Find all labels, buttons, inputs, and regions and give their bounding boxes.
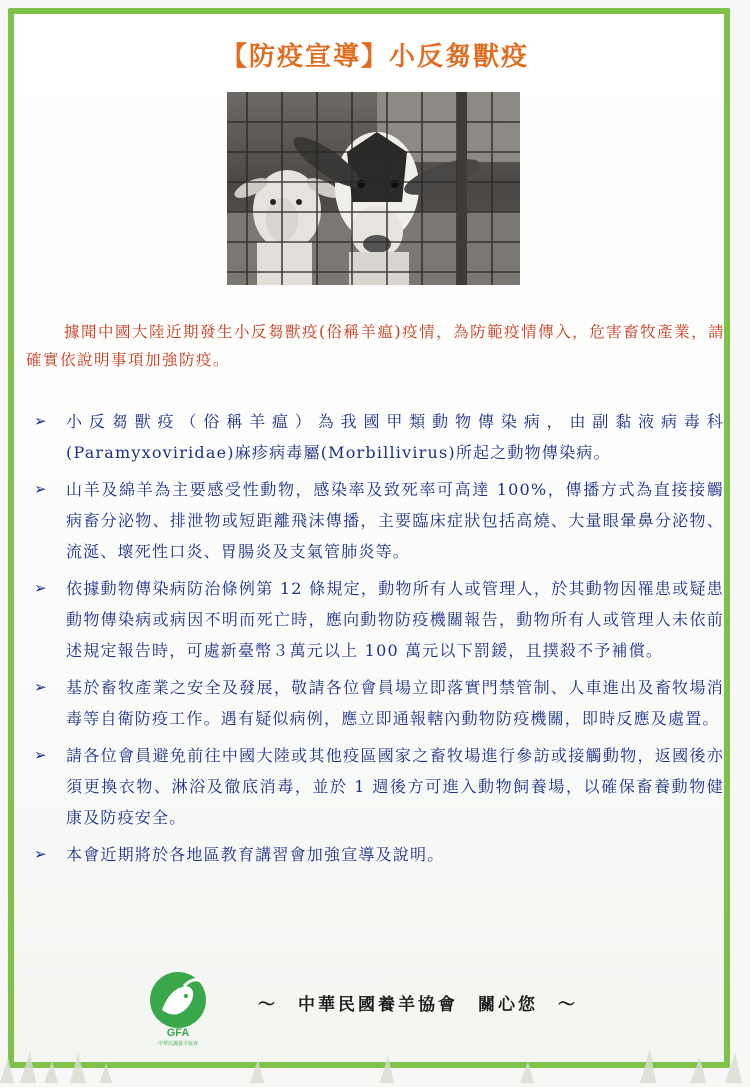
list-item-text: 請各位會員避免前往中國大陸或其他疫區國家之畜牧場進行參訪或接觸動物，返國後亦須更換衣物、淋浴及徹底消毒，並於 1 週後方可進入動物飼養場，以確保畜養動物健康及防疫安全。 <box>66 746 724 827</box>
arrow-bullet-icon: ➢ <box>34 845 48 863</box>
list-item <box>30 474 724 567</box>
signoff-text: ～ 中華民國養羊協會 關心您 ～ <box>258 995 578 1015</box>
logo-text: GFA <box>166 1027 190 1039</box>
gfa-logo <box>140 970 216 1046</box>
arrow-bullet-icon: ➢ <box>34 746 48 764</box>
logo-subtext: 中華民國養羊協會 <box>157 1041 199 1046</box>
footer <box>0 958 750 1048</box>
arrow-bullet-icon: ➢ <box>34 480 48 498</box>
list-item <box>30 740 724 833</box>
grass-decoration <box>0 1043 750 1083</box>
list-item <box>30 672 724 734</box>
arrow-bullet-icon: ➢ <box>34 678 48 696</box>
list-item-text: 基於畜牧產業之安全及發展，敬請各位會員場立即落實門禁管制、人車進出及畜牧場消毒等自衛防疫工作。遇有疑似病例，應立即通報轄內動物防疫機關，即時反應及處置。 <box>66 678 724 728</box>
list-item-text: 山羊及綿羊為主要感受性動物，感染率及致死率可高達 100%，傳播方式為直接接觸病畜分泌物、排泄物或短距離飛沫傳播，主要臨床症狀包括高燒、大量眼暈鼻分泌物、流涎、壞死性口炎、胃腸炎及支氣管肺炎等。 <box>66 480 724 561</box>
arrow-bullet-icon: ➢ <box>34 412 48 430</box>
list-item-text: 依據動物傳染病防治條例第 12 條規定，動物所有人或管理人，於其動物因罹患或疑患動物傳染病或病因不明而死亡時，應向動物防疫機關報告，動物所有人或管理人未依前述規定報告時，可處新臺幣３萬元以上 100 萬元以下罰鍰，且撲殺不予補償。 <box>66 579 724 660</box>
page-title: 【防疫宣導】小反芻獸疫 <box>220 42 529 72</box>
list-item-text: 本會近期將於各地區教育講習會加強宣導及說明。 <box>66 845 445 864</box>
goats-photo <box>227 92 520 285</box>
intro-text: 據聞中國大陸近期發生小反芻獸疫(俗稱羊瘟)疫情，為防範疫情傳入，危害畜牧產業，請確實依說明事項加強防疫。 <box>26 323 726 369</box>
list-item-text: 小反芻獸疫（俗稱羊瘟）為我國甲類動物傳染病，由副黏液病毒科(Paramyxoviridae)麻疹病毒屬(Morbillivirus)所起之動物傳染病。 <box>66 412 724 462</box>
notice-list <box>30 406 724 876</box>
arrow-bullet-icon: ➢ <box>34 579 48 597</box>
list-item <box>30 839 724 870</box>
list-item <box>30 406 724 468</box>
list-item <box>30 573 724 666</box>
